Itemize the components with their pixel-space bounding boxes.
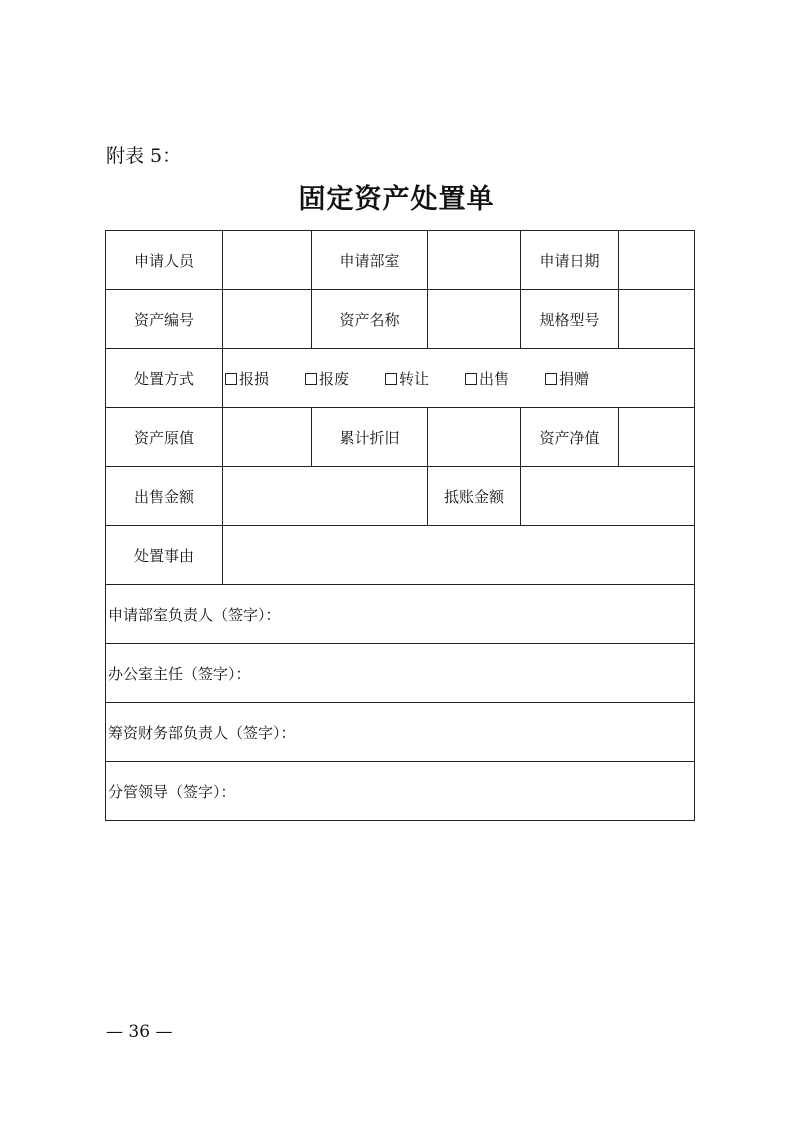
asset-disposal-form (105, 230, 695, 821)
asset-name-field[interactable] (428, 290, 521, 349)
signature-row-office-director (106, 644, 695, 703)
appendix-label: 附表 5： (106, 145, 182, 167)
form-row-applicant (106, 231, 695, 290)
checkbox-icon[interactable] (385, 373, 397, 385)
disposal-option-donation[interactable] (545, 368, 625, 389)
disposal-option-transfer[interactable] (385, 368, 465, 389)
form-title: 固定资产处置单 (298, 184, 495, 215)
checkbox-icon[interactable] (305, 373, 317, 385)
offset-amount-label: 抵账金额 (428, 467, 521, 526)
sale-amount-field[interactable] (223, 467, 428, 526)
asset-number-field[interactable] (223, 290, 312, 349)
form-row-disposal-method (106, 349, 695, 408)
applicant-field[interactable] (223, 231, 312, 290)
accumulated-depreciation-label: 累计折旧 (312, 408, 428, 467)
checkbox-icon[interactable] (465, 373, 477, 385)
office-director-signature[interactable]: 办公室主任（签字）： (106, 644, 695, 703)
net-value-label: 资产净值 (521, 408, 619, 467)
finance-head-signature[interactable]: 筹资财务部负责人（签字）： (106, 703, 695, 762)
accumulated-depreciation-field[interactable] (428, 408, 521, 467)
form-row-amounts (106, 467, 695, 526)
asset-name-label: 资产名称 (312, 290, 428, 349)
disposal-method-options (223, 349, 695, 408)
disposal-method-label: 处置方式 (106, 349, 223, 408)
disposal-option-sale[interactable] (465, 368, 545, 389)
offset-amount-field[interactable] (521, 467, 695, 526)
spec-model-label: 规格型号 (521, 290, 619, 349)
form-row-asset-values (106, 408, 695, 467)
sale-amount-label: 出售金额 (106, 467, 223, 526)
form-row-asset-info (106, 290, 695, 349)
page-number: — 36 — (106, 1022, 173, 1042)
applicant-label: 申请人员 (106, 231, 223, 290)
form-row-disposal-reason (106, 526, 695, 585)
asset-number-label: 资产编号 (106, 290, 223, 349)
disposal-reason-label: 处置事由 (106, 526, 223, 585)
signature-row-finance-head (106, 703, 695, 762)
disposal-option-loss[interactable] (225, 368, 305, 389)
checkbox-icon[interactable] (225, 373, 237, 385)
net-value-field[interactable] (619, 408, 695, 467)
department-head-signature[interactable]: 申请部室负责人（签字）： (106, 585, 695, 644)
supervising-leader-signature[interactable]: 分管领导（签字）： (106, 762, 695, 821)
applicant-department-label: 申请部室 (312, 231, 428, 290)
disposal-option-label: 转让 (399, 369, 430, 388)
checkbox-icon[interactable] (545, 373, 557, 385)
disposal-option-label: 出售 (479, 369, 510, 388)
disposal-option-label: 报废 (319, 369, 350, 388)
application-date-field[interactable] (619, 231, 695, 290)
applicant-department-field[interactable] (428, 231, 521, 290)
signature-row-department-head (106, 585, 695, 644)
disposal-reason-field[interactable] (223, 526, 695, 585)
disposal-option-label: 报损 (239, 369, 270, 388)
application-date-label: 申请日期 (521, 231, 619, 290)
disposal-option-scrap[interactable] (305, 368, 385, 389)
original-value-label: 资产原值 (106, 408, 223, 467)
original-value-field[interactable] (223, 408, 312, 467)
disposal-option-label: 捐赠 (559, 369, 590, 388)
signature-row-supervising-leader (106, 762, 695, 821)
spec-model-field[interactable] (619, 290, 695, 349)
